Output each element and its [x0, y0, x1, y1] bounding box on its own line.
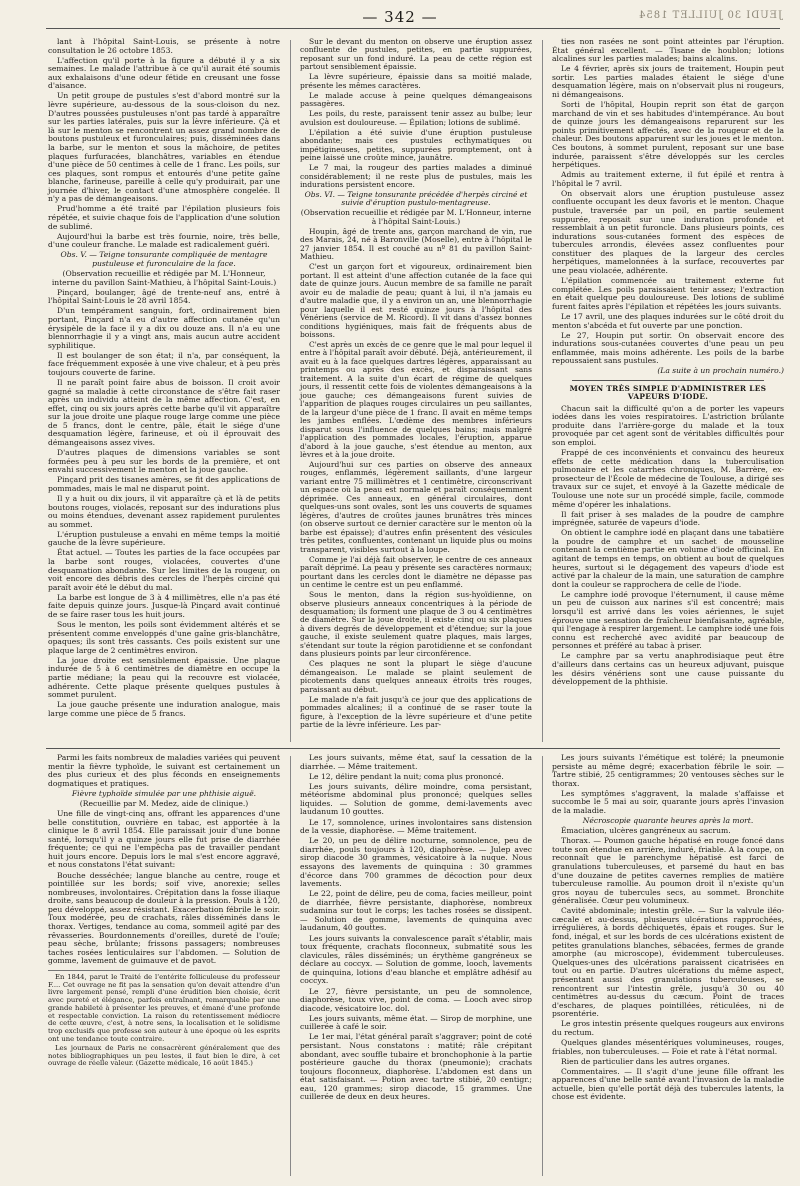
paragraph: Frappé de ces inconvénients et convaincu des heureux effets de cette médication dans la tuberculisation pulmonaire et les catarrhes chroniques, M. Barrère, ex-prosecteur de l'École de médecine de Toulouse, a dirigé ses travaux sur ce sujet, et envoyé à la Gazette médicale de Toulouse une note sur un procédé simple, facile, commode même d'opérer les inhalations.	[552, 448, 784, 509]
paragraph: Quelques glandes mésentériques volumineuses, rouges, friables, non tuberculeuses. — Foie et rate à l'état normal.	[552, 1038, 784, 1056]
paragraph: Parmi les faits nombreux de maladies variées qui peuvent mentir la fièvre typhoïde, le suivant est certainement un des plus curieux et des plus féconds en enseignements dogmatiques et pratiques.	[48, 753, 280, 788]
paragraph: Émaciation, ulcères gangréneux au sacrum.	[561, 826, 731, 836]
paragraph: Aujourd'hui sur ces parties on observe des anneaux rouges, enflammés, légèrement saillants, d'une largeur variant entre 75 millimètres et 1 centimètre, circonscrivant un espace où la peau est normale et paraît conséquemment déprimée. Ces anneaux, en général circulaires, dont quelques-uns sont ovales, sont les uns couverts de squames légères, d'autres de croûtes jaunes brunâtres très minces (on observe surtout ce dernier caractère sur le menton où la barbe est épaisse); d'autres enfin présentent des vésicules très petites, confluentes, contenant un liquide plus ou moins transparent, visibles surtout à la loupe.	[300, 460, 532, 554]
obs-vi-paragraphs	[300, 228, 532, 730]
paragraph: C'est un garçon fort et vigoureux, ordinairement bien portant. Il est atteint d'une affection cutanée de la face qui date de quinze jours. Aucun membre de sa famille ne paraît avoir eu de maladie de peau; quant à lui, il n'a jamais eu d'autre maladie que, il y a environ un an, une blennorrhagie pour laquelle il est resté quinze jours à l'hôpital des Vénériens (service de M. Ricord). Il vit dans d'assez bonnes conditions hygiéniques, mais fait de fréquents abus de boissons.	[300, 262, 532, 339]
paragraph: Le 7 mai, la rougeur des parties malades a diminué considérablement; il ne reste plus de pustules, mais les indurations persistent encore.	[300, 163, 532, 189]
top-left-column	[48, 38, 280, 720]
bottom-middle-column	[300, 754, 532, 1104]
paragraph: Chacun sait la difficulté qu'on a de porter les vapeurs iodées dans les voies respiratoires. L'astriction brûlante produite dans l'arrière-gorge du malade et la toux provoquée par cet agent sont de véritables difficultés pour son emploi.	[552, 403, 784, 447]
bottom-left-column	[48, 754, 280, 1070]
paragraph: Le 1er mai, l'état général paraît s'aggraver; point de coté persistant. Nous constatons : matité; râle crépitant abondant, avec souffle tubaire et bronchophonie à la partie postérieure gauche du thorax (pneumonie); crachats toujours floconneux, diaphorèse. L'abdomen est dans un état satisfaisant. — Potion avec tartre stibié, 20 centigr.; eau, 120 grammes; sirop diacode, 15 grammes. Une cuillerée de deux en deux heures.	[300, 1032, 532, 1102]
typhoide-source: (Recueillie par M. Medez, aide de clinique.)	[79, 798, 249, 808]
paragraph: Le 4 février, après six jours de traitement, Houpin peut sortir. Les parties malades étaient le siége d'une desquamation légère, mais on n'observait plus ni rougeurs, ni démangeaisons.	[552, 64, 784, 99]
paragraph: On observait alors une éruption pustuleuse assez confluente occupant les deux favoris et le menton. Chaque pustule, traversée par un poil, en partie seulement suppurée, reposait sur une induration profonde et ressemblait à un petit furoncle. Dans plusieurs points, ces indurations sous-cutanées forment des espèces de tubercules arrondis, élevées assez confluentes pour constituer des plaques de la largeur des cercles herpétiques, mamelonnées à la surface, recouvertes par une peau violacée, adhérente.	[552, 188, 784, 276]
vapeurs-title: MOYEN TRÈS SIMPLE D'ADMINISTRER LES VAPEURS D'IODE.	[569, 383, 767, 402]
paragraph: État actuel. — Toutes les parties de la face occupées par la barbe sont rouges, violacées, couvertes d'une desquamation abondante. Sur les limites de la rougeur, on voit encore des débris des cercles de l'herpès circiné qui paraît avoir été le début du mal.	[48, 548, 280, 592]
paragraph: Les jours suivants, même état, sauf la cessation de la diarrhée. — Même traitement.	[300, 753, 532, 771]
paragraph: Il y a huit ou dix jours, il vit apparaître çà et là de petits boutons rouges, violacés, reposant sur des indurations plus ou moins étendues, devenant assez rapidement purulentes au sommet.	[48, 493, 280, 529]
section-rule	[46, 748, 780, 749]
top-middle-column	[300, 38, 532, 731]
header-rule	[46, 28, 780, 29]
bottom-left-paragraphs	[48, 754, 280, 788]
paragraph: Les symptômes s'aggravent, la malade s'affaisse et succombe le 5 mai au soir, quarante jours après l'invasion de la maladie.	[552, 788, 784, 815]
top-middle-paragraphs	[300, 38, 532, 189]
paragraph: Les jours suivants l'émétique est toléré; la pneumonie persiste au même degré; exacerbation fébrile le soir. — Tartre stibié, 25 centigrammes; 20 ventouses sèches sur le thorax.	[552, 753, 784, 788]
paragraph: Comme je l'ai déjà fait observer, le centre de ces anneaux paraît déprimé. La peau y présente ses caractères normaux; pourtant dans les cercles dont le diamètre ne dépasse pas un centime le centre est un peu enflammé.	[300, 554, 532, 590]
obs-v-title: Obs. V. — Teigne tonsurante compliquée de mentagre pustuleuse et furonculaire de la face.	[60, 250, 268, 268]
typhoide-title: Fièvre typhoïde simulée par une phthisie aiguë.	[71, 788, 257, 798]
paragraph: Le 17 avril, une des plaques indurées sur le côté droit du menton s'abcéda et fut ouverte par une ponction.	[552, 311, 784, 330]
paragraph: C'est après un excès de ce genre que le mal pour lequel il entre à l'hôpital paraît avoir débuté. Déjà, antérieurement, il avait eu à la face quelques dartres légères, apparaissant au printemps ou après des excès, et disparaissant sans traitement. A la suite d'un écart de régime de quelques jours, il ressentit cette fois de violentes démangeaisons à la joue gauche; ces démangeaisons furent suivies de l'apparition de plaques rouges circulaires un peu saillantes, de la largeur d'une pièce de 1 franc. Il avait en même temps les jambes enflées. L'œdème des membres inférieurs disparut sous l'influence de quelques bains; mais malgré l'application des pommades locales, l'éruption, apparue d'abord à la joue gauche, s'est étendue au menton, aux lèvres et à la joue droite.	[300, 339, 532, 460]
paragraph: En 1844, parut le Traité de l'entérite folliculeuse du professeur F.... Cet ouvrage ne fit pas la sensation qu'on devait attendre d'un livre largement pensé, rempli d'une érudition bien choisie, écrit avec pureté et élégance, parfois entraînant, remarquable par une grande habileté à présenter les preuves, et émané d'une profonde et respectable conviction. La raison du retentissement médiocre de cette œuvre, c'est, à notre sens, la localisation et le solidisme trop exclusifs que professe son auteur à une époque où les esprits ont une tendance toute contraire.	[48, 972, 280, 1043]
paragraph: La barbe est longue de 3 à 4 millimètres, elle n'a pas été faite depuis quinze jours. Jusque-là Pinçard avait continué de se faire raser tous les huit jours.	[48, 592, 280, 619]
article-rule	[572, 380, 764, 381]
paragraph: Le camphre iodé provoque l'éternument, il cause même un peu de cuisson aux narines s'il est concentré; mais lorsqu'il est arrivé dans les voies aériennes, le sujet éprouve une sensation de fraîcheur bienfaisante, agréable, qui l'engage à respirer largement. Le camphre iodé une fois connu est recherché avec avidité par beaucoup de personnes et préféré au tabac à priser.	[552, 589, 784, 651]
paragraph: Les journaux de Paris ne consacrèrent généralement que des notes bibliographiques un peu lestes, il faut bien le dire, à cet ouvrage de réelle valeur. (Gazette médicale, 16 août 1845.)	[48, 1043, 280, 1068]
paragraph: Sous le menton, dans la région sus-hyoïdienne, on observe plusieurs anneaux concentriques à la période de desquamation; ils forment une plaque de 3 ou 4 centimètres de diamètre. Sur la joue droite, il existe cinq ou six plaques à divers degrés de développement et d'étendue; sur la joue gauche, il existe seulement quatre plaques, mais larges, s'étendant sur toute la région parotidienne et se confondant dans plusieurs points par leur circonférence.	[300, 590, 532, 659]
paragraph: Il fait priser à ses malades de la poudre de camphre imprégnée, saturée de vapeurs d'iode.	[552, 509, 784, 528]
paragraph: Ces plaques ne sont la plupart le siège d'aucune démangeaison. Le malade se plaint seulement de picotements dans quelques anneaux étroits très rouges, paraissant au début.	[300, 659, 532, 694]
paragraph: Pinçard, boulanger, âgé de trente-neuf ans, entré à l'hôpital Saint-Louis le 28 avril 1854.	[48, 287, 280, 306]
paragraph: Rien de particulier dans les autres organes.	[561, 1056, 730, 1066]
page-number: — 342 —	[362, 8, 438, 26]
paragraph: Admis au traitement externe, il fut épilé et rentra à l'hôpital le 7 avril.	[552, 170, 784, 188]
paragraph: Commentaires. — Il s'agit d'une jeune fille offrant les apparences d'une belle santé avant l'invasion de la maladie actuelle, bien qu'elle portât déjà des tubercules latents, la chose est évidente.	[552, 1066, 784, 1102]
paragraph: Le 27, fièvre persistante, un peu de somnolence, diaphorèse, toux vive, point de coma. — Looch avec sirop diacode, vésicatoire loc. dol.	[300, 986, 532, 1013]
top-right-paragraphs	[552, 38, 784, 366]
paragraph: Prud'homme a été traité par l'épilation plusieurs fois répétée, et suivie chaque fois de l'application d'une solution de sublimé.	[48, 204, 280, 231]
paragraph: L'épilation commencée au traitement externe fut complétée. Les poils paraissaient tenir assez; l'extraction en était quelque peu douloureuse. Des lotions de sublimé furent faites après l'épilation et répétées les jours suivants.	[552, 276, 784, 311]
continued-note: (La suite à un prochain numéro.)	[657, 366, 784, 376]
paragraph: Le 17, somnolence, urines involontaires sans distension de la vessie, diaphorèse. — Même traitement.	[300, 817, 532, 836]
paragraph: Sous le menton, les poils sont évidemment altérés et se présentent comme enveloppés d'une gaîne gris-blanchâtre, opaques; ils sont très cassants. Ces poils existent sur une plaque large de 2 centimètres environ.	[48, 620, 280, 655]
paragraph: Houpin, âgé de trente ans, garçon marchand de vin, rue des Marais, 24, né à Baronville (Moselle), entre à l'hôpital le 27 janvier 1854. Il est couché au nº 81 du pavillon Saint-Mathieu.	[300, 226, 532, 262]
paragraph: Le malade n'a fait jusqu'à ce jour que des applications de pommades alcalines; il a continué de se raser toute la figure, à l'exception de la lèvre supérieure et d'une petite partie de la lèvre inférieure. Les par-	[300, 694, 532, 730]
paragraph: lant à l'hôpital Saint-Louis, se présente à notre consultation le 26 octobre 1853.	[48, 37, 280, 55]
bottom-right-column	[552, 754, 784, 1104]
column-divider	[542, 40, 543, 742]
paragraph: D'autres plaques de dimensions variables se sont formées peu à peu sur les bords de la première, et ont envahi successivement le menton et la joue gauche.	[48, 448, 280, 475]
paragraph: Le 12, délire pendant la nuit; coma plus prononcé.	[309, 771, 504, 781]
paragraph: Thorax. — Poumon gauche hépatisé en rouge foncé dans toute son étendue en arrière, induré, friable. A la coupe, on reconnaît que le parenchyme hépatisé est farci de granulations tuberculeuses, et parsemé du haut en bas d'une douzaine de petites cavernes remplies de matière tuberculeuse ramollie. Au poumon droit il n'existe qu'un gros noyau de tubercules secs, au sommet. Bronchite généralisée. Cœur peu volumineux.	[552, 836, 784, 906]
column-divider	[290, 756, 291, 1176]
vapeurs-paragraphs	[552, 405, 784, 687]
paragraph: L'affection qu'il porte à la figure a débuté il y a six semaines. Le malade l'attribue à ce qu'il aurait été soumis aux exhalaisons d'une odeur fétide en creusant une fosse d'aisance.	[48, 55, 280, 91]
paragraph: D'un tempérament sanguin, fort, ordinairement bien portant, Pinçard n'a eu d'autre affection cutanée qu'un érysipèle de la face il y a dix ou douze ans. Il n'a eu une blennorrhagie il y a vingt ans, mais aucun autre accident syphilitique.	[48, 306, 280, 350]
paragraph: La lèvre supérieure, épaissie dans sa moitié malade, présente les mêmes caractères.	[300, 72, 532, 90]
top-right-column	[552, 38, 784, 688]
paragraph: Le 20, un peu de délire nocturne, somnolence, peu de diarrhée, pouls toujours à 120, diaphorèse. — Julep avec sirop diacode 30 grammes, vésicatoire à la nuque. Nous essayons des lavements de quinquina : 30 grammes d'écorce dans 700 grammes de décoction pour deux lavements.	[300, 836, 532, 889]
page-header	[0, 6, 800, 32]
paragraph: La joue gauche présente une induration analogue, mais large comme une pièce de 5 francs.	[48, 700, 280, 718]
obs-vi-source: (Observation recueillie et rédigée par M. L'Honneur, interne à l'hôpital Saint-Louis.)	[300, 208, 532, 226]
paragraph: Cavité abdominale; intestin grêle. — Sur la valvule iléo-cæcale et au-dessus, plusieurs ulcérations rapprochées, irrégulières, à bords déchiquetés, épais et rouges. Sur le fond, inégal, et sur les bords de ces ulcérations existent de petites granulations blanches, sébacées, fermes de grande amorphe (au microscope), évidemment tuberculeuses. Quelques-unes des ulcérations paraissent cicatrisées en tout ou en partie. D'autres ulcérations du même aspect, présentant aussi des granulations tuberculeuses, se rencontrent sur l'intestin grêle, jusqu'à 30 ou 40 centimètres au-dessus du cæcum. Point de traces d'eschares, de plaques pointillées, réticulées, ni de psorentérie.	[552, 906, 784, 1019]
necropsie-paragraphs	[552, 827, 784, 1102]
paragraph: La joue droite est sensiblement épaissie. Une plaque indurée de 5 à 6 centimètres de diamètre en occupe la partie médiane; la peau qui la recouvre est violacée, adhérente. Cette plaque présente quelques pustules à sommet purulent.	[48, 655, 280, 700]
paragraph: Sur le devant du menton on observe une éruption assez confluente de pustules, petites, en partie suppurées, reposant sur un fond induré. La peau de cette région est partout sensiblement épaissie.	[300, 37, 532, 72]
paragraph: Bouche desséchée; langue blanche au centre, rouge et pointillée sur les bords; soif vive, anorexie; selles nombreuses, involontaires. Crépitation dans la fosse iliaque droite, sans beaucoup de douleur à la pression. Pouls à 120, peu développé, assez résistant. Exacerbation fébrile le soir. Toux modérée, peu de crachats, râles disséminés dans le thorax. Vertiges, tendance au coma, sommeil agité par des rêvasseries. Bourdonnements d'oreilles, dureté de l'ouïe; peau sèche, brûlante; frissons passagers; nombreuses taches rosées lenticulaires sur l'abdomen. — Solution de gomme, lavement de guimauve et de pavot.	[48, 870, 280, 966]
bottom-right-paragraphs	[552, 754, 784, 816]
paragraph: Il est boulanger de son état; il n'a, par conséquent, la face fréquemment exposée à une vive chaleur, et à peu près toujours couverte de farine.	[48, 350, 280, 377]
paragraph: Il ne paraît point faire abus de boisson. Il croit avoir gagné sa maladie à cette circonstance de s'être fait raser après un individu atteint de la même affection. C'est, en effet, cinq ou six jours après cette barbe qu'il vit apparaître sur la joue droite une plaque rouge large comme une pièce de 5 francs, dont le centre, pâle, était le siége d'une desquamation légère, farineuse, et où il éprouvait des démangeaisons assez vives.	[48, 377, 280, 448]
paragraph: Les jours suivants la convalescence paraît s'établir, mais toux fréquente, crachats floconneux, submatité sous les clavicules, râles disséminés; un érythème gangréneux se déclare au coccyx. — Solution de gomme, looch, lavements de quinquina, lotions d'eau blanche et emplâtre adhésif au coccyx.	[300, 933, 532, 986]
paragraph: Sorti de l'hôpital, Houpin reprit son état de garçon marchand de vin et ses habitudes d'intempérance. Au bout de quinze jours les démangeaisons reparurent sur les points primitivement affectés, avec de la rougeur et de la chaleur. Des boutons apparurent sur les joues et le menton. Ces boutons, à sommet purulent, reposant sur une base indurée, paraissent s'être développés sur les cercles herpétiques.	[552, 100, 784, 170]
obs-v-paragraphs	[48, 289, 280, 719]
column-divider	[290, 40, 291, 742]
paragraph: Le camphre par sa vertu anaphrodisiaque peut être d'ailleurs dans certains cas un heureux adjuvant, puisque les désirs vénériens sont une cause puissante du développement de la phthisie.	[552, 651, 784, 687]
top-left-paragraphs	[48, 38, 280, 250]
typhoide-paragraphs	[48, 810, 280, 966]
bottom-middle-paragraphs	[300, 754, 532, 1102]
paragraph: Le 27, Houpin put sortir. On observait encore des indurations sous-cutanées couvertes d'une peau un peu enflammée, mais moins adhérente. Les poils de la barbe repoussaient sans pustules.	[552, 330, 784, 366]
footnote	[48, 970, 280, 1068]
paragraph: On obtient le camphre iodé en plaçant dans une tabatière la poudre de camphre et un sachet de mousseline contenant la centième partie en volume d'iode officinal. En agitant de temps en temps, on obtient au bout de quelques heures, surtout si le dégagement des vapeurs d'iode est activé par la chaleur de la main, une saturation de camphre dont la couleur se rapprochera de celle de l'iode.	[552, 528, 784, 589]
necropsie-title: Nécroscopie quarante heures après la mort.	[582, 816, 754, 826]
paragraph: Aujourd'hui la barbe est très fournie, noire, très belle, d'une couleur franche. Le malade est radicalement guéri.	[48, 231, 280, 250]
paragraph: L'éruption pustuleuse a envahi en même temps la moitié gauche de la lèvre supérieure.	[48, 529, 280, 548]
obs-v-source: (Observation recueillie et rédigée par M. L'Honneur, interne du pavillon Saint-Mathieu, à l'hôpital Saint-Louis.)	[51, 269, 277, 287]
paragraph: Un petit groupe de pustules s'est d'abord montré sur la lèvre supérieure, au-dessous de la sous-cloison du nez. D'autres poussées pustuleuses n'ont pas tardé à apparaître sur les parties latérales, puis sur la lèvre inférieure. Çà et là sur le menton se rencontrent un assez grand nombre de boutons pustuleux et furonculaires; puis, disséminées dans la barbe, sur le menton et sous la mâchoire, de petites plaques furfuracées, blanchâtres, variables en étendue d'une pièce de 50 centimes à celle de 1 franc. Les poils, sur ces plaques, sont rompus et entourés d'une petite gaîne blanche, farineuse, pareille à celle qu'y produirait, par une journée d'hiver, le contact d'une atmosphère congelée. Il n'y a pas de démangeaisons.	[48, 91, 280, 204]
paragraph: Le malade accuse à peine quelques démangeaisons passagères.	[300, 90, 532, 109]
paragraph: ties non rasées ne sont point atteintes par l'éruption. État général excellent. — Tisane de houblon; lotions alcalines sur les parties malades; bains alcalins.	[552, 37, 784, 64]
paragraph: Les jours suivants, même état. — Sirop de morphine, une cuillerée à café le soir.	[300, 1013, 532, 1032]
obs-vi-title: Obs. VI. — Teigne tonsurante précédée d'herpès circiné et suivie d'éruption pustulo-mentagreuse.	[304, 189, 528, 208]
bleed-through-text: JEUDI 30 JUILLET 1854	[637, 10, 782, 21]
paragraph: Le 22, point de délire, peu de coma, facies meilleur, point de diarrhée, fièvre persistante, diaphorèse, nombreux sudamina sur tout le corps; les taches rosées se dissipent. — Solution de gomme, lavements de quinquina avec laudanum, 40 gouttes.	[300, 889, 532, 933]
paragraph: Pinçard prit des tisanes amères, se fit des applications de pommades, mais le mal ne disparut point.	[48, 475, 280, 493]
paragraph: Les poils, du reste, paraissent tenir assez au bulbe; leur avulsion est douloureuse. — Épilation; lotions de sublimé.	[300, 109, 532, 127]
column-divider	[542, 756, 543, 1176]
paragraph: L'épilation a été suivie d'une éruption pustuleuse abondante; mais ces pustules ecthymatiques ou impétigineuses, petites, suppurées promptement, ont à peine laissé une croûte mince, jaunâtre.	[300, 127, 532, 163]
paragraph: Une fille de vingt-cinq ans, offrant les apparences d'une belle constitution, ouvrière en tabac, est apportée à la clinique le 8 avril 1854. Elle paraissait jouir d'une bonne santé, lorsqu'il y a quinze jours elle fut prise de diarrhée fréquente; ce qui ne l'empêcha pas de travailler pendant huit jours encore. Depuis lors le mal s'est encore aggravé, et nous constatons l'état suivant:	[48, 808, 280, 870]
paragraph: Les jours suivants, délire moindre, coma persistant, météorisme abdominal plus prononcé; quelques selles liquides. — Solution de gomme, demi-lavements avec laudanum 10 gouttes.	[300, 781, 532, 817]
paragraph: Le gros intestin présente quelques rougeurs aux environs du rectum.	[552, 1019, 784, 1037]
